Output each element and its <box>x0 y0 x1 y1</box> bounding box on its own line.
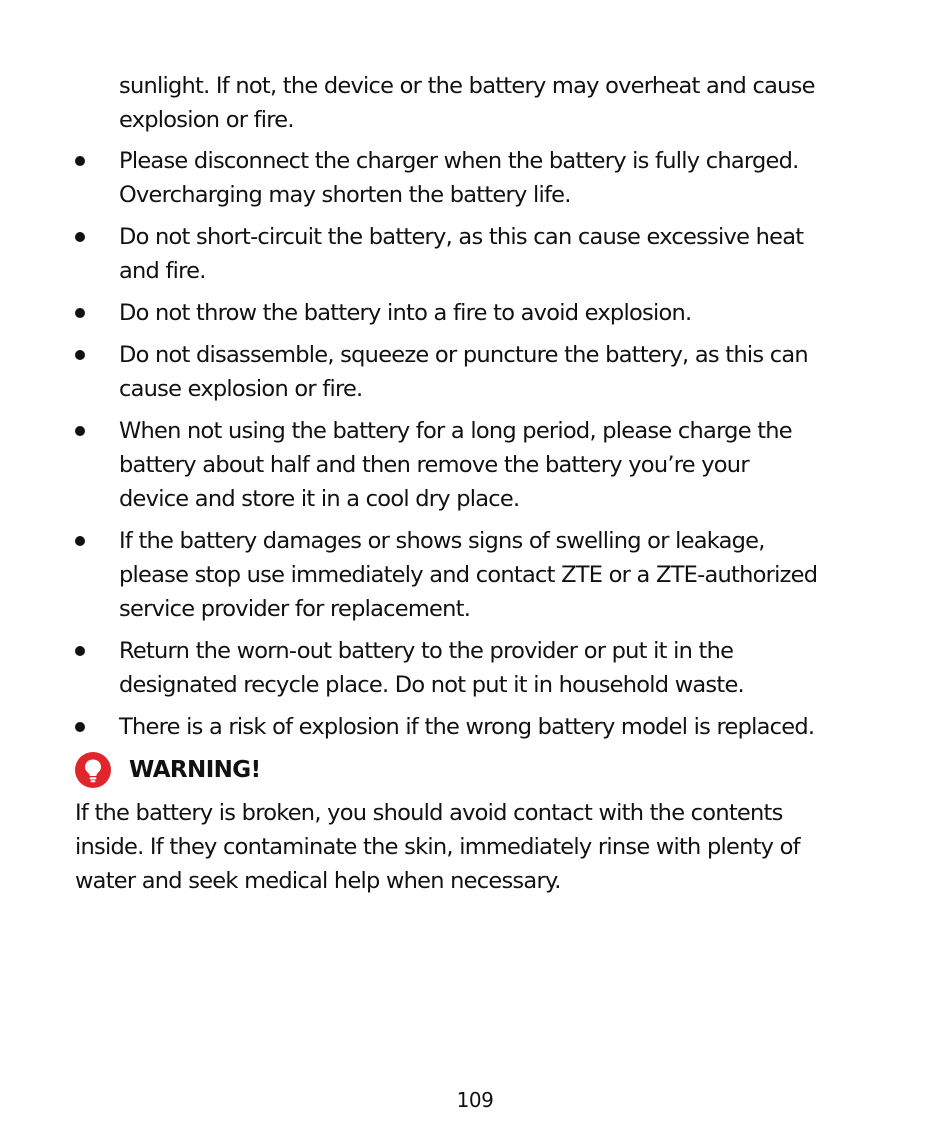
list-item-text: Please disconnect the charger when the battery is fully charged. Overcharging may shorten the battery life. <box>119 148 799 208</box>
bullet-icon <box>75 426 85 436</box>
warning-lightbulb-icon <box>75 752 111 788</box>
list-item <box>0 144 950 212</box>
list-item <box>0 634 950 702</box>
page-number: 109 <box>456 1088 494 1112</box>
list-item-text: Do not short-circuit the battery, as this can cause excessive heat and fire. <box>119 224 804 284</box>
list-item <box>0 338 950 406</box>
list-item-text: Return the worn-out battery to the provider or put it in the designated recycle place. Do not put it in household waste. <box>119 638 744 698</box>
bullet-icon <box>75 156 85 166</box>
warning-heading <box>75 752 475 788</box>
bullet-icon <box>75 722 85 732</box>
list-item-text: If the battery damages or shows signs of swelling or leakage, please stop use immediately and contact ZTE or a ZTE-authorized service provider for replacement. <box>119 528 818 622</box>
warning-title: WARNING! <box>129 757 261 783</box>
list-item <box>0 710 950 744</box>
list-item-text: Do not disassemble, squeeze or puncture the battery, as this can cause explosion or fire. <box>119 342 808 402</box>
bullet-icon <box>75 308 85 318</box>
bullet-icon <box>75 646 85 656</box>
warning-body-text: If the battery is broken, you should avoid contact with the contents inside. If they contaminate the skin, immediately rinse with plenty of water and seek medical help when necessary. <box>75 800 800 894</box>
bullet-icon <box>75 350 85 360</box>
list-item <box>0 220 950 288</box>
list-item-text: When not using the battery for a long period, please charge the battery about half and then remove the battery you’re your device and store it in a cool dry place. <box>119 418 792 512</box>
list-item <box>0 296 950 330</box>
continued-paragraph: sunlight. If not, the device or the battery may overheat and cause explosion or fire. <box>119 73 815 133</box>
bullet-icon <box>75 536 85 546</box>
list-item-text: Do not throw the battery into a fire to avoid explosion. <box>119 300 692 326</box>
bullet-icon <box>75 232 85 242</box>
list-item <box>0 414 950 516</box>
list-item <box>0 524 950 626</box>
safety-bullet-list <box>0 144 950 752</box>
list-item-text: There is a risk of explosion if the wrong battery model is replaced. <box>119 714 815 740</box>
